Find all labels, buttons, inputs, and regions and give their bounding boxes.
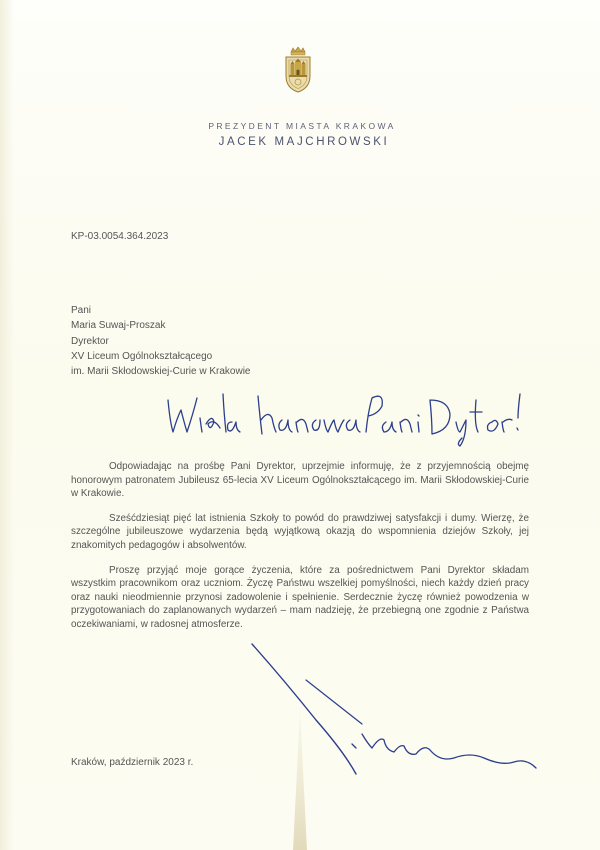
handwritten-signature-icon (244, 640, 544, 785)
recipient-line: XV Liceum Ogólnokształcącego (71, 350, 213, 362)
body-paragraph: Sześćdziesiąt pięć lat istnienia Szkoły to powód do prawdziwej satysfakcji i dumy. Wierzę, że szczególne jubileuszowe wydarzenia będą wyjątkową okazją do wspomnienia dziejów Szkoły, jej znakomitych pedagogów i absolwentów. (71, 512, 529, 551)
place-and-date: Kraków, październik 2023 r. (71, 757, 194, 768)
krakow-coat-of-arms-icon (282, 46, 314, 94)
recipient-line: Maria Suwaj-Proszak (71, 320, 166, 332)
recipient-line: im. Marii Skłodowskiej-Curie w Krakowie (71, 366, 251, 378)
office-holder-name: JACEK MAJCHROWSKI (218, 136, 390, 148)
letter-body (71, 460, 529, 643)
recipient-address (71, 303, 251, 379)
handwritten-salutation (160, 388, 530, 448)
body-paragraph: Proszę przyjąć moje gorące życzenia, które za pośrednictwem Pani Dyrektor składam wszystkim pracownikom oraz uczniom. Życzę Państwu wszelkiej pomyślności, niech każdy dzień pracy oraz nauki nieodmiennie przynosi zadowolenie i spełnienie. Serdecznie życzę również powodzenia w przygotowaniach do zaplanowanych wydarzeń – mam nadzieję, że przebiegną one zgodnie z Państwa oczekiwaniami, w radosnej atmosferze. (71, 564, 529, 630)
office-title: PREZYDENT MIASTA KRAKOWA (208, 121, 396, 131)
reference-number: KP-03.0054.364.2023 (71, 231, 169, 242)
recipient-line: Pani (71, 305, 92, 316)
body-paragraph: Odpowiadając na prośbę Pani Dyrektor, uprzejmie informuję, że z przyjemnością obejmę honorowym patronatem Jubileusz 65-lecia XV Liceum Ogólnokształcącego im. Marii Skłodowskiej-Curie w Krakowie. (71, 461, 529, 500)
recipient-line: Dyrektor (71, 335, 109, 347)
